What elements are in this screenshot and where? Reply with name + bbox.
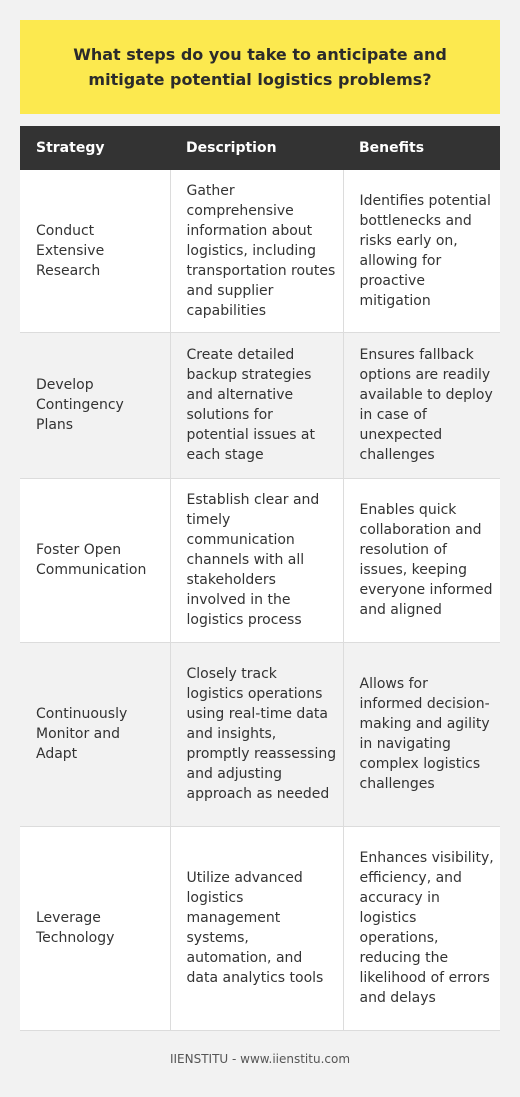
description-cell: Utilize advanced logistics management systems, automation, and data analytics tools (170, 826, 343, 1030)
description-cell: Create detailed backup strategies and alternative solutions for potential issues at each stage (170, 332, 343, 478)
column-header-description: Description (170, 126, 343, 170)
strategy-table (20, 126, 500, 1031)
benefits-cell: Identifies potential bottlenecks and risks early on, allowing for proactive mitigation (343, 170, 500, 332)
benefits-cell: Enhances visibility, efficiency, and accuracy in logistics operations, reducing the likelihood of errors and delays (343, 826, 500, 1030)
table-row (20, 642, 500, 826)
table-row (20, 332, 500, 478)
benefits-cell: Enables quick collaboration and resolution of issues, keeping everyone informed and aligned (343, 478, 500, 642)
benefits-cell: Ensures fallback options are readily available to deploy in case of unexpected challenges (343, 332, 500, 478)
strategy-cell: Continuously Monitor and Adapt (20, 642, 170, 826)
strategy-cell: Conduct Extensive Research (20, 170, 170, 332)
strategy-cell: Develop Contingency Plans (20, 332, 170, 478)
table-row (20, 826, 500, 1030)
description-cell: Establish clear and timely communication channels with all stakeholders involved in the logistics process (170, 478, 343, 642)
table-row (20, 478, 500, 642)
column-header-benefits: Benefits (343, 126, 500, 170)
strategy-cell: Leverage Technology (20, 826, 170, 1030)
footer-credit: IIENSTITU - www.iienstitu.com (169, 1052, 351, 1066)
strategy-cell: Foster Open Communication (20, 478, 170, 642)
table-row (20, 170, 500, 332)
table-header-row (20, 126, 500, 170)
description-cell: Closely track logistics operations using real-time data and insights, promptly reassessing and adjusting approach as needed (170, 642, 343, 826)
page-title: What steps do you take to anticipate and mitigate potential logistics problems? (73, 45, 447, 89)
benefits-cell: Allows for informed decision-making and agility in navigating complex logistics challenges (343, 642, 500, 826)
column-header-strategy: Strategy (20, 126, 170, 170)
title-banner (20, 20, 500, 114)
description-cell: Gather comprehensive information about logistics, including transportation routes and supplier capabilities (170, 170, 343, 332)
